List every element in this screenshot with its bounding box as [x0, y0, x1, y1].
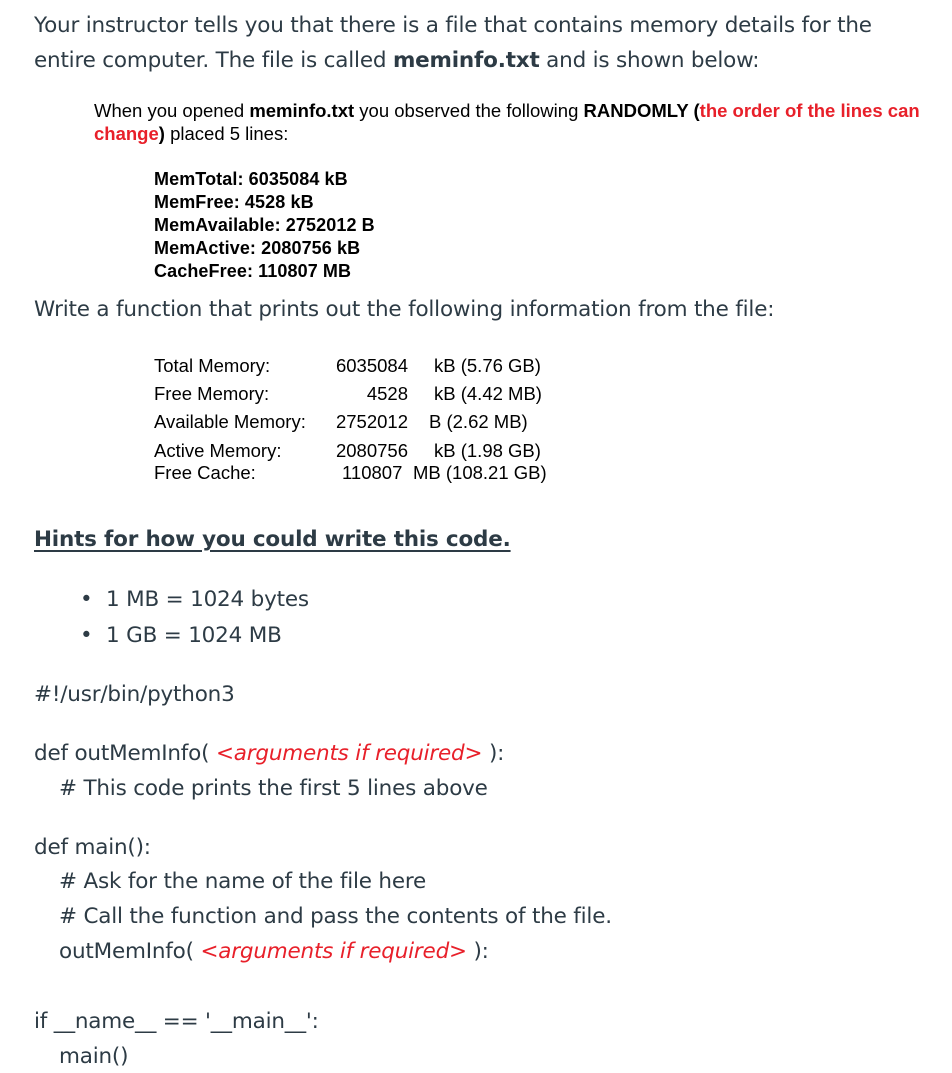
note-text-end: placed 5 lines: [164, 123, 289, 144]
intro-filename: meminfo.txt [392, 48, 540, 73]
output-unit: kB (5.76 GB) [434, 355, 541, 376]
code-comment: # Call the function and pass the contents of the file. [59, 904, 612, 929]
note-filename: meminfo.txt [249, 100, 355, 121]
code-text: ): [482, 741, 505, 766]
output-label: Active Memory: [154, 440, 282, 461]
code-comment: # Ask for the name of the file here [59, 869, 427, 894]
code-shebang: #!/usr/bin/python3 [34, 682, 235, 707]
note-randomly: RANDOMLY [583, 100, 689, 121]
code-args-placeholder: <arguments if required> [215, 741, 483, 766]
code-main-call: main() [59, 1044, 129, 1069]
code-comment: # This code prints the first 5 lines above [59, 776, 488, 801]
output-label: Free Memory: [154, 383, 270, 404]
bullet-icon: • [80, 623, 93, 648]
output-value: 6035084 [335, 355, 408, 376]
hint-text: 1 MB = 1024 bytes [106, 587, 309, 612]
output-value: 2080756 [335, 440, 408, 461]
intro-text: entire computer. The file is called [34, 48, 393, 73]
code-if-main: if __name__ == '__main__': [34, 1009, 319, 1034]
output-unit: MB (108.21 GB) [413, 462, 547, 483]
output-value: 2752012 [335, 411, 408, 432]
list-item [80, 623, 282, 648]
note-paragraph [94, 99, 939, 145]
code-text: outMemInfo( [59, 939, 201, 964]
output-label: Free Cache: [154, 462, 256, 483]
hint-text: 1 GB = 1024 MB [106, 623, 282, 648]
bullet-icon: • [80, 587, 93, 612]
output-value: 110807 [342, 462, 403, 483]
note-paren-close: ) [158, 123, 165, 144]
code-def-main: def main(): [34, 835, 151, 860]
note-red-text: the order of the lines can change [94, 100, 920, 144]
intro-paragraph [34, 8, 872, 78]
note-text-mid: you observed the following [354, 100, 584, 121]
meminfo-line: MemActive: 2080756 kB [154, 238, 361, 258]
meminfo-line: CacheFree: 110807 MB [154, 261, 352, 281]
output-label: Available Memory: [154, 411, 306, 432]
output-unit: kB (4.42 MB) [434, 383, 542, 404]
note-paren-open: ( [688, 100, 700, 121]
code-args-placeholder: <arguments if required> [200, 939, 467, 964]
meminfo-line: MemAvailable: 2752012 B [154, 215, 375, 235]
intro-line-1: Your instructor tells you that there is a file that contains memory details for the [34, 13, 872, 38]
list-item [80, 587, 309, 612]
output-unit: B (2.62 MB) [429, 411, 528, 432]
instruction-text: Write a function that prints out the following information from the file: [34, 297, 775, 322]
code-def-outmeminfo [34, 741, 504, 766]
intro-text-end: and is shown below: [539, 48, 760, 73]
note-text: When you opened [94, 100, 250, 121]
intro-line-2 [34, 43, 872, 78]
code-call-outmeminfo [59, 939, 489, 964]
hints-heading: Hints for how you could write this code. [34, 527, 511, 552]
meminfo-line: MemFree: 4528 kB [154, 192, 314, 212]
output-unit: kB (1.98 GB) [434, 440, 541, 461]
code-text: def outMemInfo( [34, 741, 216, 766]
output-label: Total Memory: [154, 355, 271, 376]
output-value: 4528 [366, 383, 408, 404]
code-text: ): [466, 939, 489, 964]
meminfo-line: MemTotal: 6035084 kB [154, 169, 348, 189]
